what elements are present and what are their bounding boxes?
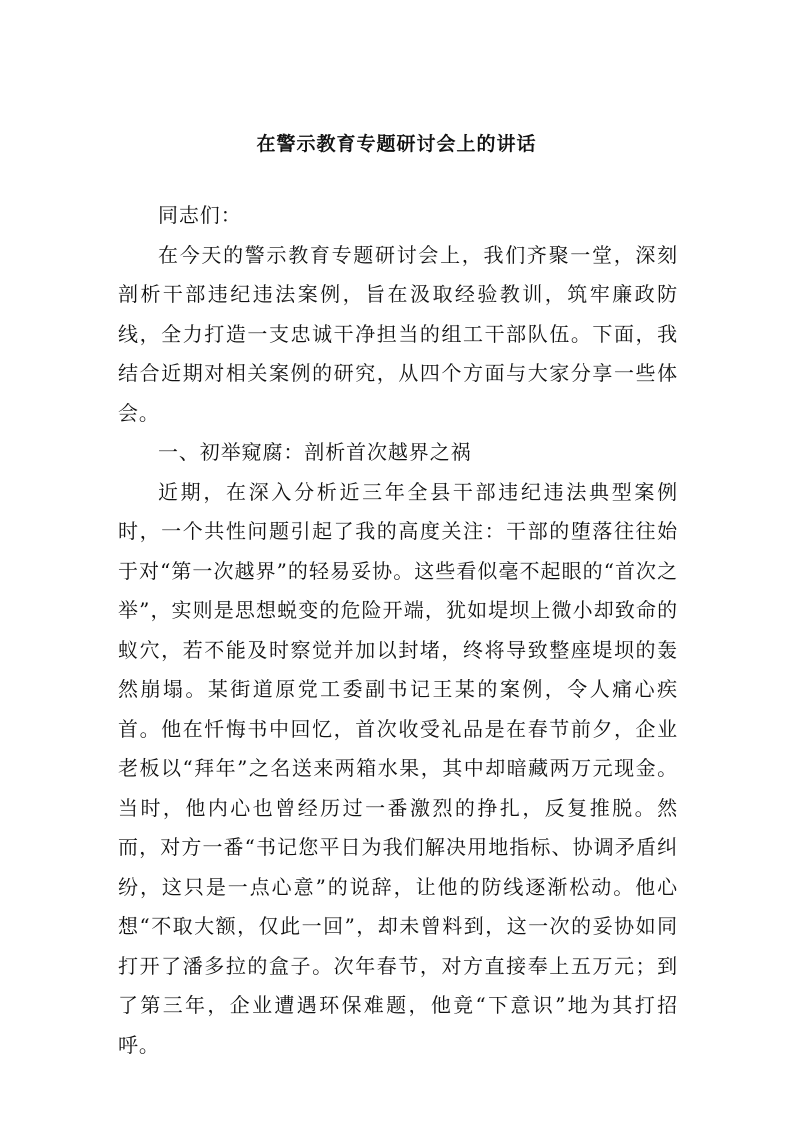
document-title: 在警示教育专题研讨会上的讲话	[256, 133, 537, 155]
paragraph-intro: 在今天的警示教育专题研讨会上，我们齐聚一堂，深刻剖析干部违纪违法案例，旨在汲取经验教训，筑牢廉政防线，全力打造一支忠诚干净担当的组工干部队伍。下面，我结合近期对相关案例的研究，从四个方面与大家分享一些体会。	[118, 242, 678, 425]
document-body	[118, 196, 678, 1065]
salutation: 同志们：	[158, 203, 242, 227]
section-heading-1: 一、初举窥腐：剖析首次越界之祸	[158, 440, 472, 464]
paragraph-section-1: 近期，在深入分析近三年全县干部违纪违法典型案例时，一个共性问题引起了我的高度关注：干部的堕落往往始于对“第一次越界”的轻易妥协。这些看似毫不起眼的“首次之举”，实则是思想蜕变的危险开端，犹如堤坝上微小却致命的蚁穴，若不能及时察觉并加以封堵，终将导致整座堤坝的轰然崩塌。某街道原党工委副书记王某的案例，令人痛心疾首。他在忏悔书中回忆，首次收受礼品是在春节前夕，企业老板以“拜年”之名送来两箱水果，其中却暗藏两万元现金。当时，他内心也曾经历过一番激烈的挣扎，反复推脱。然而，对方一番“书记您平日为我们解决用地指标、协调矛盾纠纷，这只是一点心意”的说辞，让他的防线逐渐松动。他心想“不取大额，仅此一回”，却未曾料到，这一次的妥协如同打开了潘多拉的盒子。次年春节，对方直接奉上五万元；到了第三年，企业遭遇环保难题，他竟“下意识”地为其打招呼。	[118, 479, 678, 1057]
